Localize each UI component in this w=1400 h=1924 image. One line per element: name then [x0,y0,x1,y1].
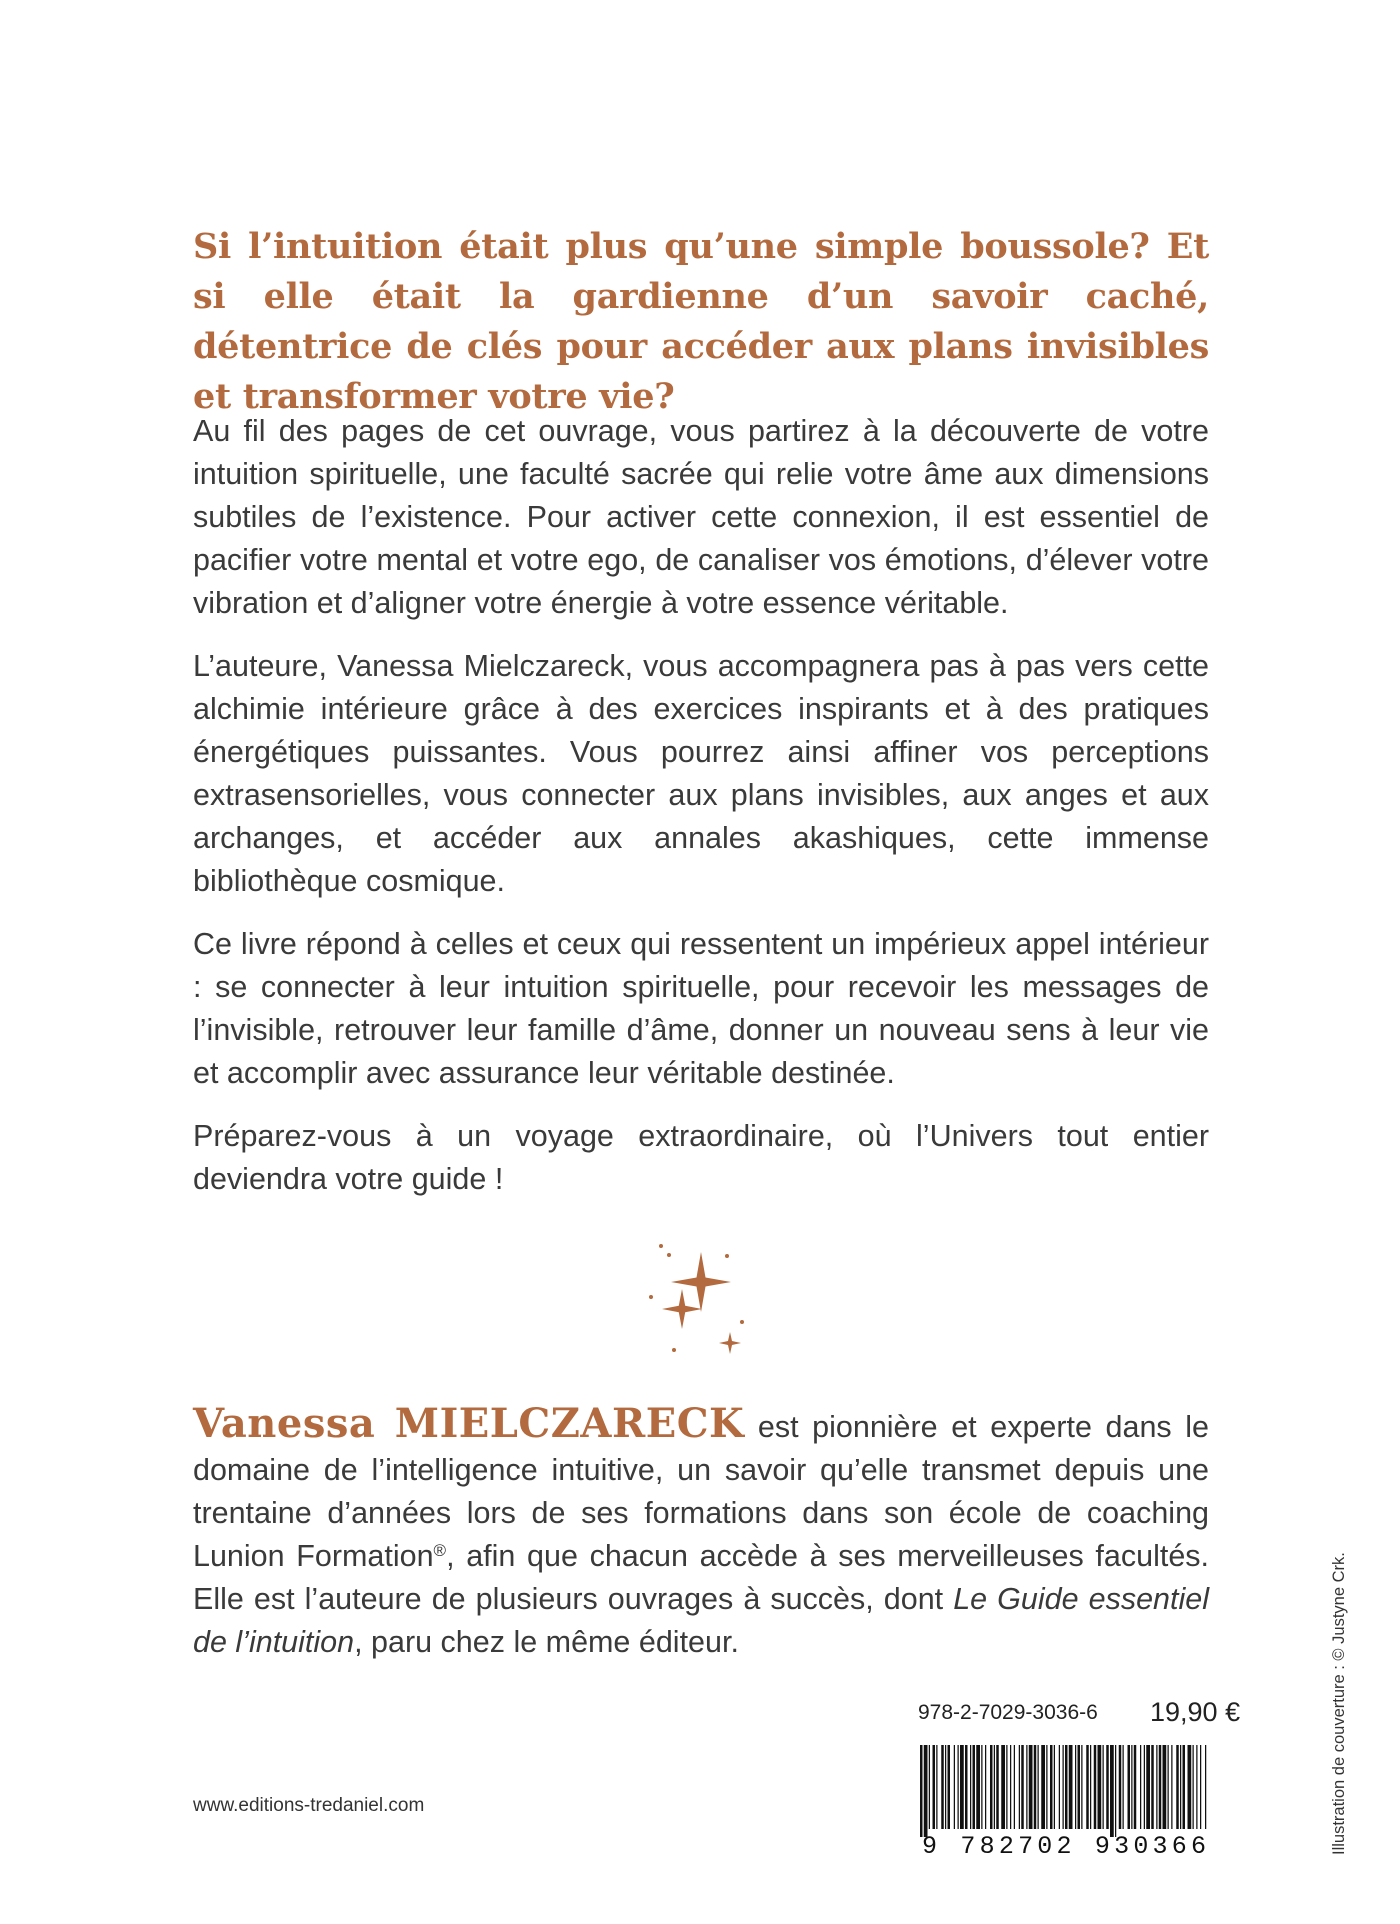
blurb-paragraph-3: Ce livre répond à celles et ceux qui ressentent un impérieux appel intérieur : se connecter à leur intuition spirituelle, pour recevoir les messages de l’invisible, retrouver leur famille d’âme, donner un nouveau sens à leur vie et accomplir avec assurance leur véritable destinée. [193,927,1209,1090]
blurb-paragraph-1: Au fil des pages de cet ouvrage, vous partirez à la découverte de votre intuition spirituelle, une faculté sacrée qui relie votre âme aux dimensions subtiles de l’existence. Pour activer cette connexion, il est essentiel de pacifier votre mental et votre ego, de canaliser vos émotions, d’élever votre vibration et d’aligner votre énergie à votre essence véritable. [193,414,1209,620]
barcode [920,1745,1208,1857]
registered-mark: ® [433,1541,447,1560]
price: 19,90 € [1150,1697,1241,1727]
author-name: Vanessa MIELCZARECK [193,1400,745,1447]
blurb [193,410,1209,1221]
cover-hook-question: Si l’intuition était plus qu’une simple boussole? Et si elle était la gardienne d’un savoir caché, détentrice de clés pour accéder aux plans invisibles et transformer votre vie? [193,226,1209,417]
author-bio-text-2: , afin que chacun accède à ses merveilleuses facultés. Elle est l’auteure de plusieurs ouvrages à succès, dont [193,1539,1210,1616]
sparkle-stars-icon [645,1242,760,1367]
author-bio [193,1402,1209,1664]
isbn: 978-2-7029-3036-6 [918,1701,1098,1724]
barcode-digits: 9 782702 930366 [922,1832,1206,1857]
blurb-paragraph-2: L’auteure, Vanessa Mielczareck, vous accompagnera pas à pas vers cette alchimie intérieure grâce à des exercices inspirants et à des pratiques énergétiques puissantes. Vous pourrez ainsi affiner vos perceptions extrasensorielles, vous connecter aux plans invisibles, aux anges et aux archanges, et accéder aux annales akashiques, cette immense bibliothèque cosmique. [193,649,1209,898]
publisher-website: www.editions-tredaniel.com [193,1795,425,1816]
blurb-paragraph-4: Préparez-vous à un voyage extraordinaire, où l’Univers tout entier deviendra votre guide ! [193,1119,1209,1196]
author-bio-text-1: est pionnière et experte dans le domaine de l’intelligence intuitive, un savoir qu’elle transmet depuis une trentaine d’années lors de ses formations dans son école de coaching Lunion Formation [193,1410,1210,1573]
book-title: Le Guide essentiel de l’intuition [193,1582,1209,1659]
author-bio-text-3: , paru chez le même éditeur. [354,1625,739,1659]
isbn-price-row [918,1695,1241,1729]
cover-credit: Illustration de couverture : © Justyne Crk. [1330,1552,1348,1855]
